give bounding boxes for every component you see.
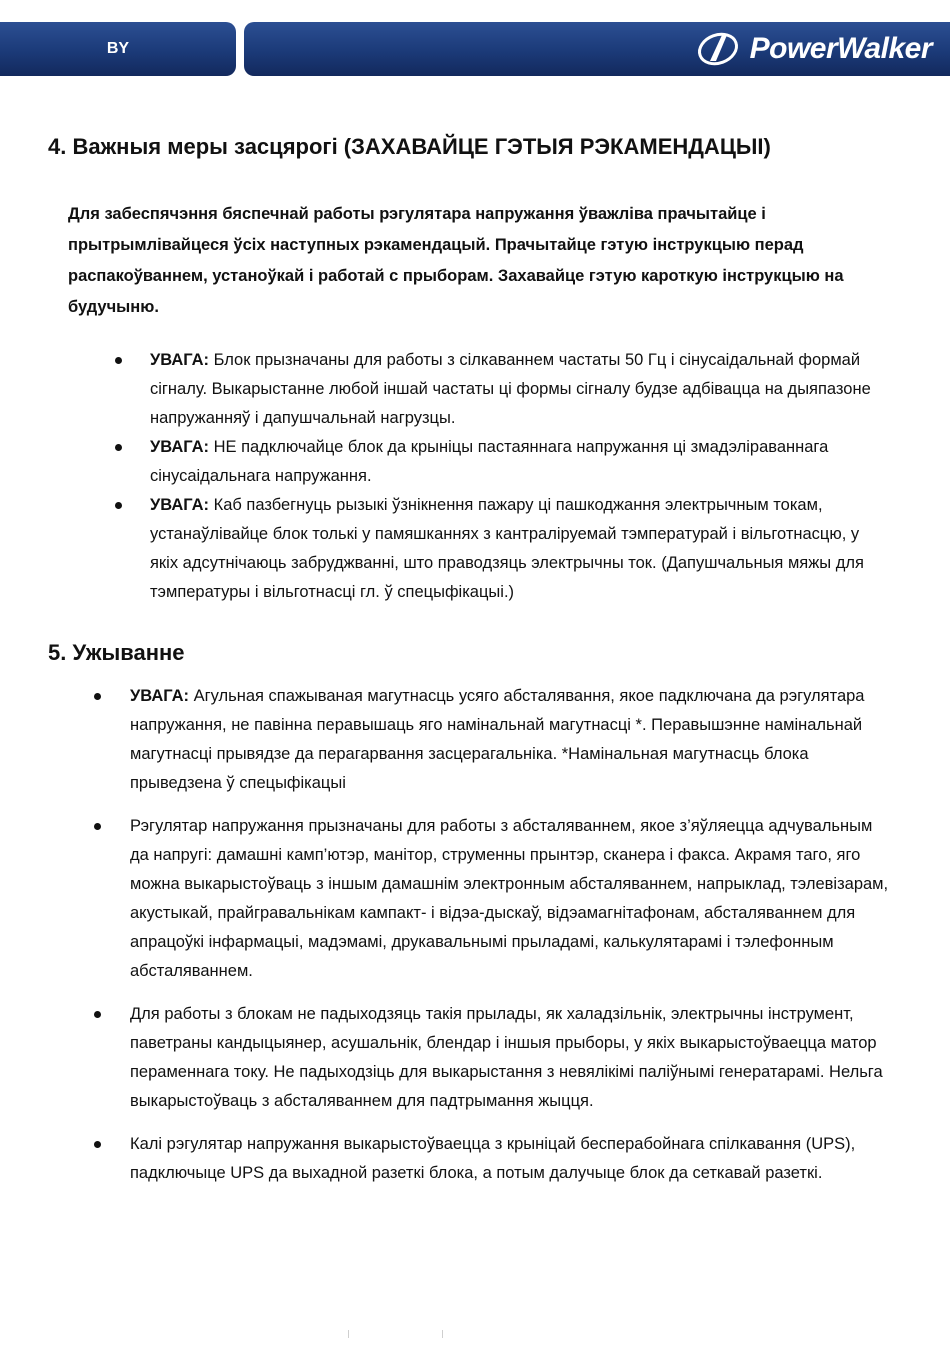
- bullet-icon: [94, 1011, 101, 1018]
- list-item: [150, 433, 890, 491]
- brand-bar: [244, 22, 950, 76]
- language-tab: [0, 22, 236, 76]
- list-item: [130, 682, 890, 798]
- warning-label: УВАГА:: [150, 438, 209, 456]
- section-5-title: 5. Ужыванне: [48, 640, 185, 665]
- list-item-text: Для работы з блокам не падыходзяць такія прылады, як халадзільнік, электрычны інструмент, паветраны кандыцыянер, асушальнік, блендар і іншыя прыборы, у якіх выкарыстоўваецца матор пераменнага току. Не падыходзіць для выкарыстання з невялікімі паліўнымі генератарамі. Нельга выкарыстоўваць з абсталяваннем для падтрымання жыцця.: [130, 1005, 883, 1110]
- power-swoosh-icon: [696, 31, 742, 67]
- warning-label: УВАГА:: [130, 687, 189, 705]
- list-item-text: Калі рэгулятар напружання выкарыстоўваецца з крыніцай бесперабойнага спілкавання (UPS), падключыце UPS да выхадной разеткі блока, а потым далучыце блок да сеткавай разеткі.: [130, 1135, 856, 1182]
- logo-wordmark: PowerWalker: [749, 32, 932, 65]
- bullet-icon: [94, 1141, 101, 1148]
- list-item: [130, 812, 890, 986]
- language-code: BY: [106, 40, 130, 57]
- bullet-icon: [115, 444, 122, 451]
- section-4-intro: Для забеспячэння бяспечнай работы рэгулятара напружання ўважліва прачытайце і прытрымлівайцеся ўсіх наступных рэкамендацый. Прачытайце гэтую інструкцыю перад распакоўваннем, устаноўкай і работай с прыборам. Захавайце гэтую кароткую інструкцыю на будучыню.: [68, 205, 844, 316]
- list-item-text: НЕ падключайце блок да крыніцы пастаяннага напружання ці змадэліраваннага сінусаідальнага напружання.: [150, 438, 829, 485]
- footer-marks: [348, 1330, 448, 1340]
- list-item: [130, 1000, 890, 1116]
- list-item: [150, 491, 890, 607]
- warning-label: УВАГА:: [150, 496, 209, 514]
- bullet-icon: [115, 357, 122, 364]
- list-item-text: Блок прызначаны для работы з сілкаваннем частаты 50 Гц і сінусаідальнай формай сігналу. Выкарыстанне любой іншай частаты ці формы сігналу будзе адбівацца на дыяпазоне напружанняў і дапушчальнай нагрузцы.: [150, 351, 871, 427]
- bullet-icon: [94, 693, 101, 700]
- page-header: [0, 22, 950, 76]
- bullet-icon: [94, 823, 101, 830]
- footer-tick: [348, 1330, 349, 1338]
- list-item-text: Каб пазбегнуць рызыкі ўзнікнення пажару ці пашкоджання электрычным токам, устанаўлівайце блок толькі у памяшканнях з кантраліруемай тэмпературай і вільготнасцю, у якіх адсутнічаюць забруджванні, што праводзяць электрычны ток. (Дапушчальныя мяжы для тэмпературы і вільготнасці гл. ў спецыфікацыі.): [150, 496, 864, 601]
- list-item-text: Рэгулятар напружання прызначаны для работы з абсталяваннем, якое з’яўляецца адчувальным да напругі: дамашні камп’ютэр, манітор, струменны прынтэр, сканера і факса. Акрамя таго, яго можна выкарыстоўваць з іншым дамашнім электронным абсталяваннем, напрыклад, тэлевізарам, акустыкай, прайгравальнікам кампакт- і відэа-дыскаў, відэамагнітафонам, абсталяваннем для апрацоўкі інфармацыі, мадэмамі, друкавальнымі прыладамі, калькулятарамі і тэлефонным абсталяваннем.: [130, 817, 889, 980]
- list-item: [150, 346, 890, 433]
- footer-tick: [442, 1330, 443, 1338]
- list-item: [130, 1130, 890, 1188]
- powerwalker-logo: [696, 30, 932, 68]
- list-item-text: Агульная спажываная магутнасць усяго абсталявання, якое падключана да рэгулятара напружання, не павінна перавышаць яго намінальнай магутнасці *. Перавышэнне намінальнай магутнасці прывядзе да перагарвання засцерагальніка. *Намінальная магутнасць блока прыведзена ў спецыфікацыі: [130, 687, 865, 792]
- warning-label: УВАГА:: [150, 351, 209, 369]
- bullet-icon: [115, 502, 122, 509]
- section-4-list: [150, 346, 890, 607]
- section-5-list: [130, 682, 890, 1202]
- section-4-title: 4. Важныя меры засцярогі (ЗАХАВАЙЦЕ ГЭТЫЯ РЭКАМЕНДАЦЫІ): [48, 134, 771, 159]
